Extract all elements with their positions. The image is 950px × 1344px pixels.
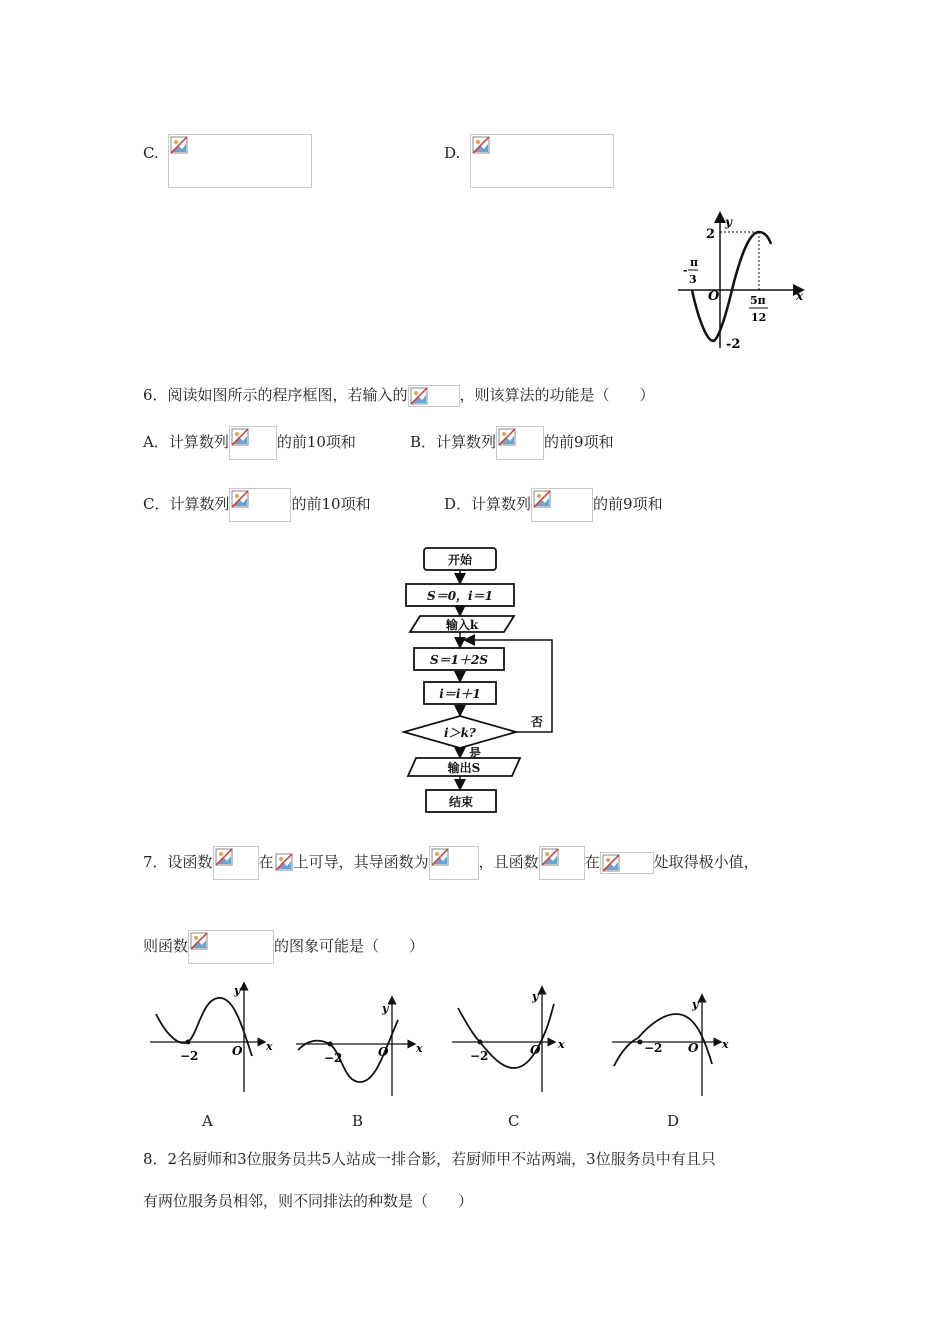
flow-start-text: 开始 <box>447 553 473 567</box>
q7-line2 <box>143 930 424 964</box>
q6-a-image <box>229 426 277 460</box>
broken-image-icon <box>215 848 233 866</box>
broken-image-icon <box>498 428 516 446</box>
broken-image-icon <box>231 428 249 446</box>
flow-update-i-text: i＝i＋1 <box>439 687 481 701</box>
graph-d-y: y <box>692 998 699 1011</box>
flowchart <box>396 542 566 814</box>
graph-a-y: y <box>234 984 241 997</box>
q7-graphs <box>146 980 746 1096</box>
q6-b-pre: B．计算数列 <box>410 433 497 451</box>
graph-label-a: A <box>202 1112 213 1130</box>
q7-l1-p1: 7．设函数 <box>143 853 213 871</box>
flow-output-text: 输出S <box>447 761 481 775</box>
broken-image-icon <box>533 490 551 508</box>
graph-c-neg2: −2 <box>470 1049 489 1063</box>
graph-label-d: D <box>667 1112 680 1130</box>
graph-d-origin: O <box>688 1041 699 1055</box>
origin-label: O <box>708 289 720 304</box>
q7-l2-p1: 则函数 <box>143 937 189 955</box>
broken-image-icon <box>410 387 428 405</box>
broken-image-icon <box>472 136 490 154</box>
graph-b-y: y <box>382 1002 389 1015</box>
neg-pi-3-den: 3 <box>689 273 697 286</box>
q6-stem-pre: 6．阅读如图所示的程序框图，若输入的 <box>143 386 408 404</box>
q7-f-image <box>213 846 259 880</box>
q8-line1: 8．2名厨师和3位服务员共5人站成一排合影，若厨师甲不站两端，3位服务员中有且只 <box>143 1150 716 1168</box>
flow-init-text: S＝0，i＝1 <box>427 589 493 603</box>
q6-b-image <box>496 426 544 460</box>
y-label: y <box>725 215 732 229</box>
broken-image-icon <box>231 490 249 508</box>
q6-a-pre: A．计算数列 <box>143 433 229 451</box>
graph-d <box>612 996 729 1096</box>
q7-line1 <box>143 846 759 880</box>
broken-image-icon <box>431 848 449 866</box>
q8-line2: 有两位服务员相邻，则不同排法的种数是（ ） <box>143 1192 474 1210</box>
q6-option-a <box>143 426 356 460</box>
y-max-label: 2 <box>706 227 716 242</box>
graph-c-y: y <box>532 990 539 1003</box>
neg-pi-3-minus: - <box>683 264 688 277</box>
q6-b-post: 的前9项和 <box>544 433 614 451</box>
graph-b <box>296 998 423 1096</box>
q7-fprime-image <box>429 846 479 880</box>
graph-a-origin: O <box>232 1044 243 1058</box>
flow-end-text: 结束 <box>448 795 474 809</box>
q7-l1-p4: ，且函数 <box>478 853 539 871</box>
broken-image-icon <box>541 848 559 866</box>
q7-x-image <box>600 852 654 874</box>
q6-c-pre: C．计算数列 <box>143 495 230 513</box>
flow-no-text: 否 <box>530 715 544 729</box>
five-pi-12-den: 12 <box>751 311 767 324</box>
broken-image-icon <box>190 932 208 950</box>
q6-a-post: 的前10项和 <box>276 433 356 451</box>
sine-graph <box>670 208 810 356</box>
option-c-image <box>168 134 312 188</box>
graph-b-origin: O <box>378 1045 389 1059</box>
y-min-label: -2 <box>726 337 741 352</box>
option-c-label: C. <box>143 144 159 162</box>
q6-option-c <box>143 488 371 522</box>
flow-yes-text: 是 <box>468 746 482 760</box>
q6-stem-post: ，则该算法的功能是（ ） <box>459 386 655 404</box>
graph-label-b: B <box>352 1112 364 1130</box>
q6-option-b <box>410 426 614 460</box>
graph-a-x: x <box>266 1040 273 1053</box>
graph-c-origin: O <box>530 1043 541 1057</box>
q7-l2-p2: 的图象可能是（ ） <box>274 937 425 955</box>
graph-c-x: x <box>558 1038 565 1051</box>
q7-l1-p2: 在 <box>258 853 274 871</box>
q6-c-image <box>229 488 291 522</box>
broken-image-icon <box>170 136 188 154</box>
five-pi-12-num: 5π <box>750 294 766 307</box>
q6-d-image <box>531 488 593 522</box>
neg-pi-3-num: π <box>690 256 699 269</box>
q7-l1-p3: 上可导，其导函数为 <box>293 853 429 871</box>
graph-label-c: C <box>508 1112 520 1130</box>
q6-stem <box>143 384 655 407</box>
q7-f2-image <box>539 846 585 880</box>
broken-image-icon <box>602 854 620 872</box>
q7-l1-p5: 在 <box>584 853 600 871</box>
broken-image-icon <box>275 853 293 871</box>
option-d-image <box>470 134 614 188</box>
graph-a-neg2: −2 <box>180 1049 199 1063</box>
q6-d-pre: D．计算数列 <box>444 495 532 513</box>
q6-c-post: 的前10项和 <box>291 495 371 513</box>
x-label: x <box>796 289 804 303</box>
flow-update-s-text: S＝1＋2S <box>429 653 489 667</box>
q7-y-image <box>188 930 274 964</box>
graph-d-neg2: −2 <box>644 1041 663 1055</box>
q7-r-image <box>274 852 294 874</box>
flow-cond-text: i＞k? <box>444 726 476 740</box>
flow-input-text: 输入k <box>445 618 479 632</box>
graph-c <box>452 988 565 1092</box>
graph-b-x: x <box>416 1042 423 1055</box>
q6-option-d <box>444 488 663 522</box>
graph-d-x: x <box>722 1038 729 1051</box>
q7-l1-p6: 处取得极小值， <box>653 853 759 871</box>
q6-d-post: 的前9项和 <box>593 495 663 513</box>
option-d-label: D. <box>444 144 461 162</box>
graph-a <box>150 984 273 1092</box>
q6-input-image <box>408 385 460 407</box>
graph-b-neg2: −2 <box>324 1051 343 1065</box>
